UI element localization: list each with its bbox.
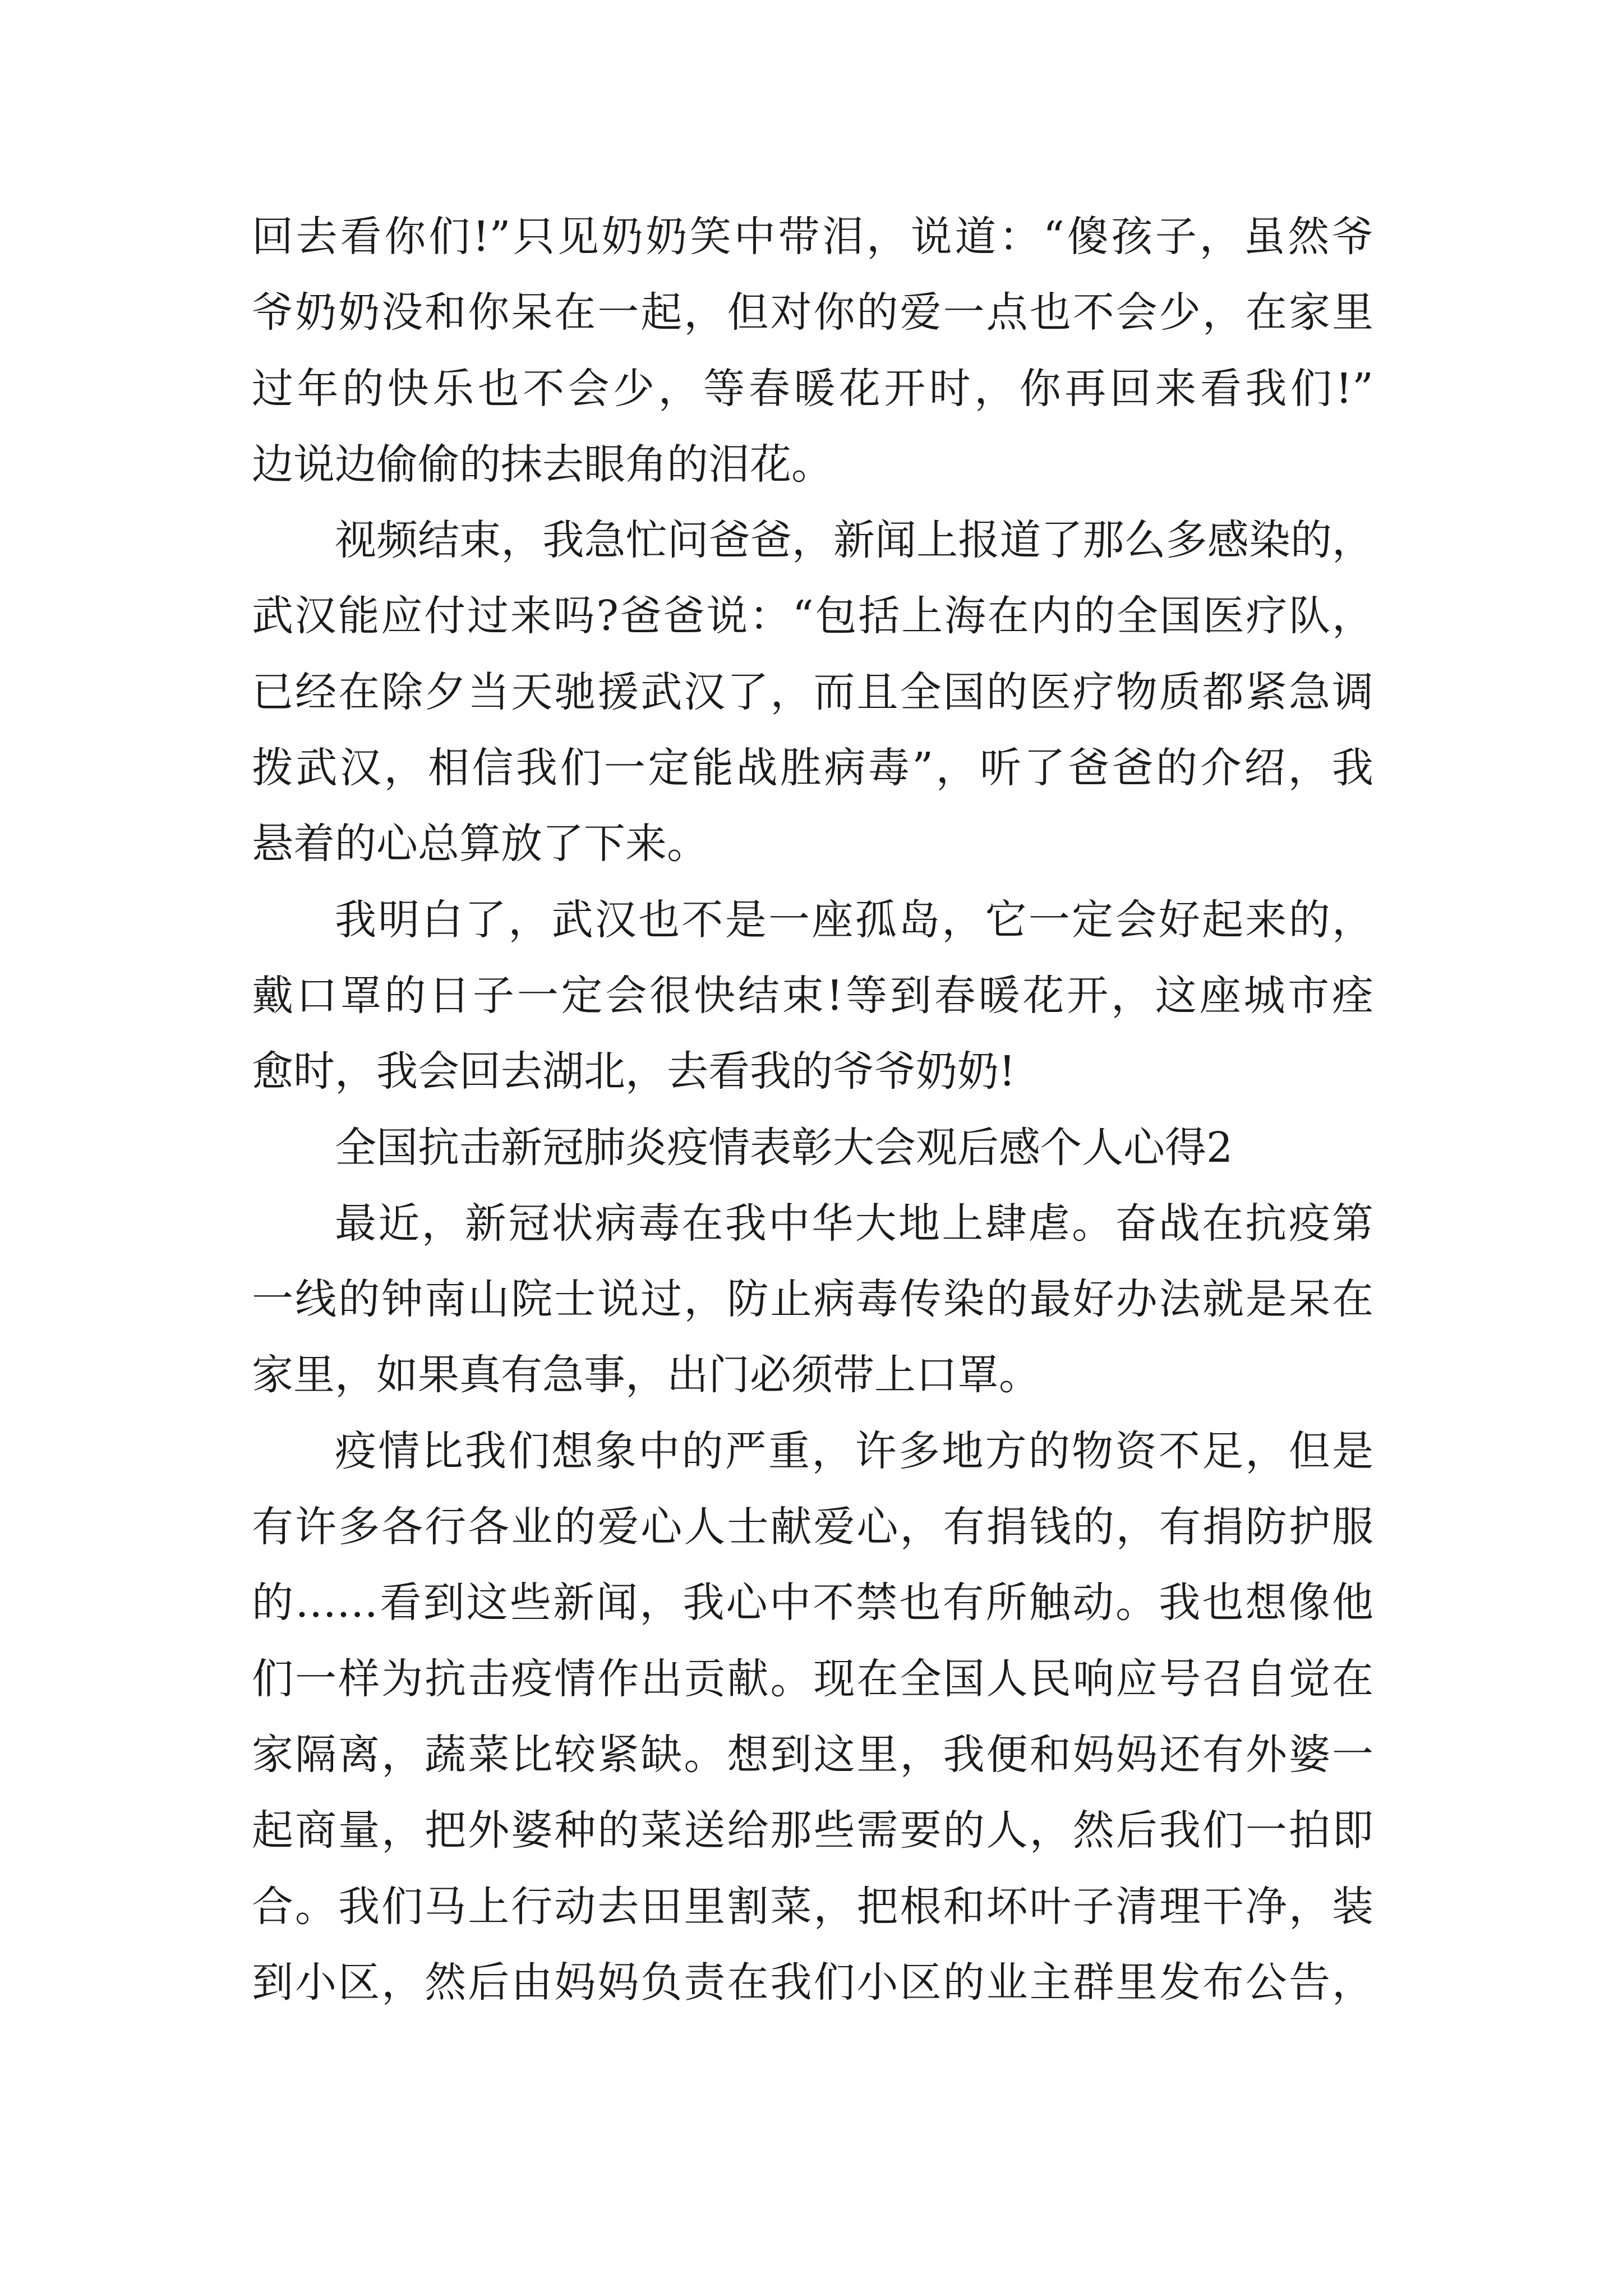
paragraph — [252, 1186, 1373, 1414]
text-line: 悬着的心总算放了下来。 — [252, 820, 708, 868]
text-line: 家里，如果真有急事，出门必须带上口罩。 — [252, 1351, 1040, 1400]
text-line: 一线的钟南山院士说过，防止病毒传染的最好办法就是呆在 — [252, 1275, 1373, 1324]
paragraph — [252, 503, 1373, 882]
text-line: 我明白了，武汉也不是一座孤岛，它一定会好起来的， — [335, 895, 1373, 944]
text-line: 武汉能应付过来吗?爸爸说：“包括上海在内的全国医疗队， — [252, 592, 1373, 641]
text-line: 边说边偷偷的抹去眼角的泪花。 — [252, 440, 833, 489]
text-line: 拨武汉，相信我们一定能战胜病毒”，听了爸爸的介绍，我 — [252, 744, 1373, 793]
text-line: 已经在除夕当天驰援武汉了，而且全国的医疗物质都紧急调 — [252, 668, 1373, 716]
document-body — [252, 199, 1373, 2021]
text-line: 视频结束，我急忙问爸爸，新闻上报道了那么多感染的， — [335, 516, 1373, 565]
text-line: 起商量，把外婆种的菜送给那些需要的人，然后我们一拍即 — [252, 1806, 1373, 1855]
text-line: 们一样为抗击疫情作出贡献。现在全国人民响应号召自觉在 — [252, 1654, 1373, 1703]
heading-line: 全国抗击新冠肺炎疫情表彰大会观后感个人心得2 — [335, 1123, 1233, 1172]
text-line: 最近，新冠状病毒在我中华大地上肆虐。奋战在抗疫第 — [335, 1199, 1373, 1248]
text-line: 家隔离，蔬菜比较紧缺。想到这里，我便和妈妈还有外婆一 — [252, 1730, 1373, 1779]
paragraph — [252, 199, 1373, 503]
text-line: 有许多各行各业的爱心人士献爱心，有捐钱的，有捐防护服 — [252, 1503, 1373, 1552]
text-line: 的……看到这些新闻，我心中不禁也有所触动。我也想像他 — [252, 1579, 1373, 1627]
text-line: 戴口罩的日子一定会很快结束!等到春暖花开，这座城市痊 — [252, 971, 1373, 1020]
text-line: 合。我们马上行动去田里割菜，把根和坏叶子清理干净，装 — [252, 1882, 1373, 1931]
text-line: 回去看你们!”只见奶奶笑中带泪，说道：“傻孩子，虽然爷 — [252, 213, 1373, 261]
text-line: 到小区，然后由妈妈负责在我们小区的业主群里发布公告， — [252, 1958, 1373, 2007]
text-line: 爷奶奶没和你呆在一起，但对你的爱一点也不会少，在家里 — [252, 288, 1373, 337]
section-heading — [252, 1110, 1373, 1186]
text-line: 过年的快乐也不会少，等春暖花开时，你再回来看我们!” — [252, 364, 1373, 413]
text-line: 疫情比我们想象中的严重，许多地方的物资不足，但是 — [335, 1427, 1373, 1475]
paragraph — [252, 1414, 1373, 2021]
text-line: 愈时，我会回去湖北，去看我的爷爷奶奶! — [252, 1047, 1016, 1096]
paragraph — [252, 882, 1373, 1110]
